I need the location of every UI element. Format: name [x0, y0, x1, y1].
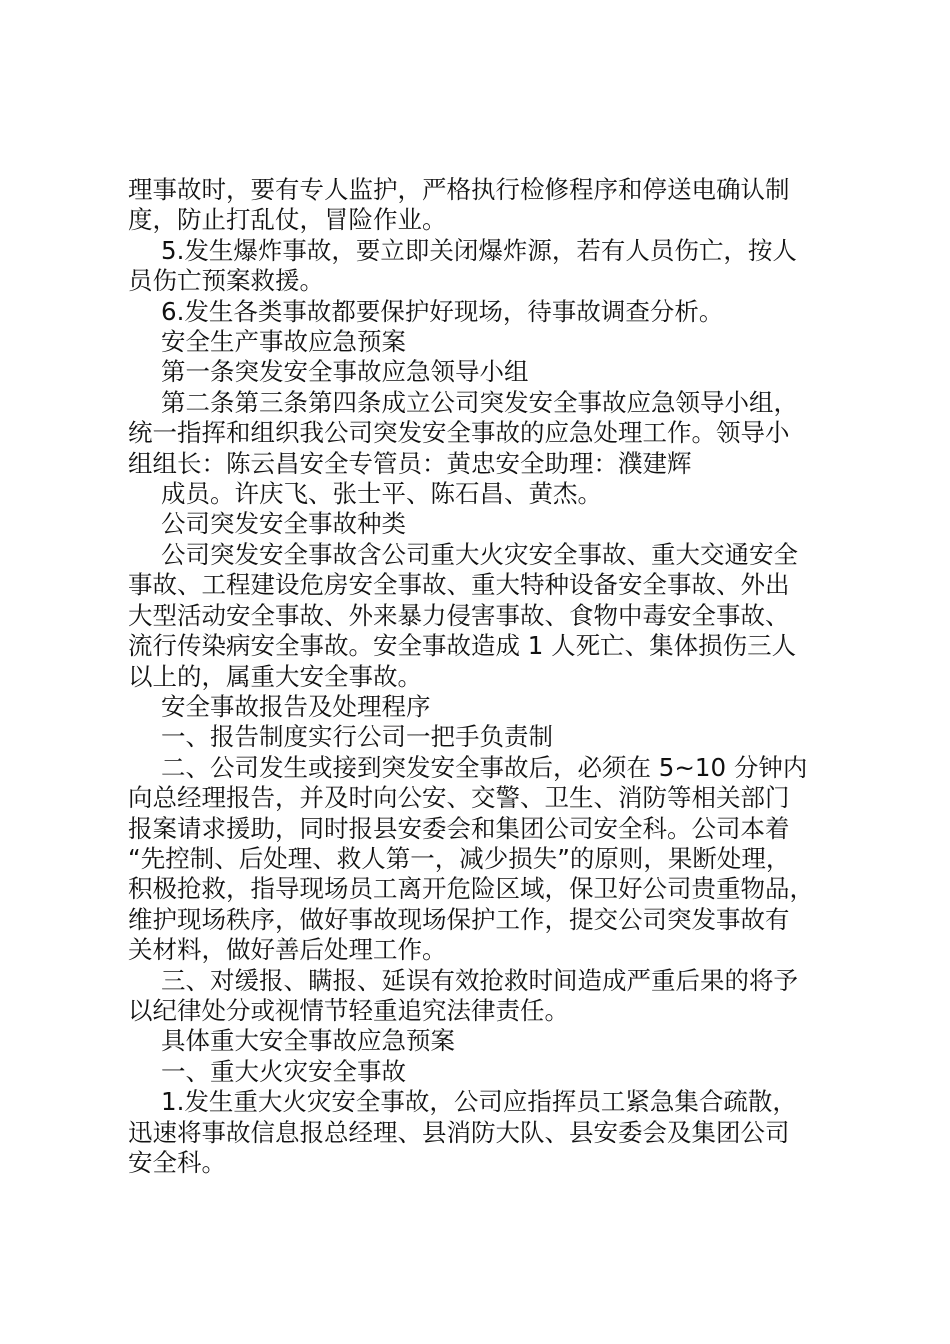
- paragraph: [128, 357, 828, 387]
- text-line: 公司突发安全事故含公司重大火灾安全事故、重大交通安全: [161, 539, 798, 569]
- paragraph: [128, 753, 828, 966]
- text-line: 公司突发安全事故种类: [161, 509, 406, 539]
- paragraph: [128, 722, 828, 752]
- text-line: 一、重大火灾安全事故: [161, 1056, 406, 1086]
- text-line: 理事故时，要有专人监护，严格执行检修程序和停送电确认制: [128, 175, 790, 204]
- paragraph: [128, 540, 828, 692]
- text-line: 员伤亡预案救援。: [128, 266, 324, 296]
- text-line: 报案请求援助，同时报县安委会和集团公司安全科。公司本着: [128, 813, 790, 843]
- text-line: 6.发生各类事故都要保护好现场，待事故调查分析。: [161, 296, 724, 326]
- text-line: 积极抢救，指导现场员工离开危险区域，保卫好公司贵重物品，: [128, 874, 814, 904]
- text-line: 度，防止打乱仗，冒险作业。: [128, 205, 447, 235]
- text-line: 第一条突发安全事故应急领导小组: [161, 357, 529, 387]
- text-line: 以上的，属重大安全事故。: [128, 661, 422, 691]
- text-line: 维护现场秩序，做好事故现场保护工作，提交公司突发事故有: [128, 904, 790, 934]
- text-line: 关材料，做好善后处理工作。: [128, 935, 447, 965]
- paragraph: [128, 297, 828, 327]
- text-line: 一、报告制度实行公司一把手负责制: [161, 722, 553, 752]
- text-line: 以纪律处分或视情节轻重追究法律责任。: [128, 995, 569, 1025]
- paragraph: [128, 175, 828, 236]
- document-body: [128, 175, 828, 1178]
- text-line: 安全事故报告及处理程序: [161, 691, 431, 721]
- text-line: 迅速将事故信息报总经理、县消防大队、县安委会及集团公司: [128, 1117, 790, 1147]
- paragraph: [128, 388, 828, 479]
- text-line: 安全生产事故应急预案: [161, 327, 406, 357]
- paragraph: [128, 479, 828, 509]
- paragraph: [128, 966, 828, 1027]
- text-line: 三、对缓报、瞒报、延误有效抢救时间造成严重后果的将予: [161, 965, 798, 995]
- text-line: 组组长：陈云昌安全专管员：黄忠安全助理：濮建辉: [128, 448, 692, 478]
- text-line: 5.发生爆炸事故，要立即关闭爆炸源，若有人员伤亡，按人: [161, 235, 797, 265]
- text-line: 流行传染病安全事故。安全事故造成 1 人死亡、集体损伤三人: [128, 631, 797, 661]
- paragraph: [128, 692, 828, 722]
- text-line: 具体重大安全事故应急预案: [161, 1026, 455, 1056]
- text-line: 1.发生重大火灾安全事故，公司应指挥员工紧急集合疏散，: [161, 1087, 797, 1117]
- text-line: 向总经理报告，并及时向公安、交警、卫生、消防等相关部门: [128, 783, 790, 813]
- text-line: 成员。许庆飞、张士平、陈石昌、黄杰。: [161, 479, 602, 509]
- paragraph: [128, 509, 828, 539]
- text-line: 第二条第三条第四条成立公司突发安全事故应急领导小组，: [161, 387, 798, 417]
- text-line: 统一指挥和组织我公司突发安全事故的应急处理工作。领导小: [128, 418, 790, 448]
- text-line: 二、公司发生或接到突发安全事故后，必须在 5~10 分钟内: [161, 752, 808, 782]
- text-line: 事故、工程建设危房安全事故、重大特种设备安全事故、外出: [128, 570, 790, 600]
- paragraph: [128, 236, 828, 297]
- text-line: “先控制、后处理、救人第一，减少损失”的原则，果断处理，: [128, 843, 791, 873]
- paragraph: [128, 327, 828, 357]
- text-line: 大型活动安全事故、外来暴力侵害事故、食物中毒安全事故、: [128, 600, 790, 630]
- paragraph: [128, 1026, 828, 1056]
- paragraph: [128, 1087, 828, 1178]
- paragraph: [128, 1057, 828, 1087]
- text-line: 安全科。: [128, 1148, 226, 1177]
